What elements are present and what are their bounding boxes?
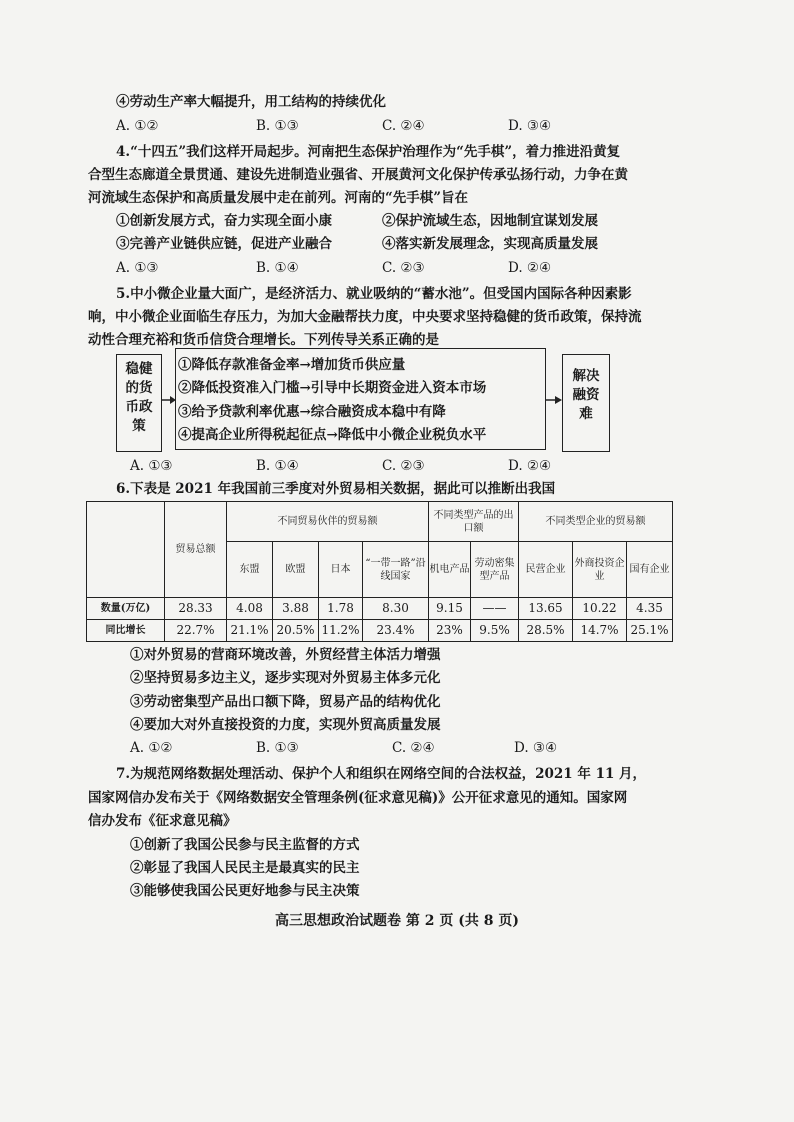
q5-stem-2: 响，中小微企业面临生存压力，为加大金融帮扶力度，中央要求坚持稳健的货币政策，保持流 <box>88 309 642 325</box>
table-cell: 9.5% <box>471 620 519 642</box>
q4-item-3: ③完善产业链供应链，促进产业融合 <box>116 236 332 252</box>
table-cell: 10.22 <box>573 598 627 620</box>
q4-stem-3: 河流域生态保护和高质量发展中走在前列。河南的“先手棋”旨在 <box>88 190 469 206</box>
table-row <box>87 598 673 620</box>
result-box <box>562 354 610 452</box>
table-cell: 22.7% <box>165 620 227 642</box>
option-b: B. ①④ <box>256 458 299 474</box>
table-cell: 14.7% <box>573 620 627 642</box>
q4-stem-2: 合型生态廊道全景贯通、建设先进制造业强省、开展黄河文化保护传承弘扬行动，力争在黄 <box>88 167 628 183</box>
sub-asean: 东盟 <box>227 542 273 598</box>
option-b: B. ①③ <box>256 740 299 756</box>
q7-item-3: ③能够使我国公民更好地参与民主决策 <box>130 883 360 899</box>
table-row <box>87 620 673 642</box>
q6-item-2: ②坚持贸易多边主义，逐步实现对外贸易主体多元化 <box>130 670 441 686</box>
arrow-right-icon <box>162 395 176 405</box>
row-label: 同比增长 <box>87 620 165 642</box>
table-cell: 21.1% <box>227 620 273 642</box>
table-cell: 11.2% <box>319 620 363 642</box>
q6-item-1: ①对外贸易的营商环境改善，外贸经营主体活力增强 <box>130 647 441 663</box>
trade-table <box>86 501 673 642</box>
row-label: 数量(万亿) <box>87 598 165 620</box>
option-c: C. ②④ <box>392 740 435 756</box>
table-cell: 1.78 <box>319 598 363 620</box>
header-trade-total: 贸易总额 <box>165 502 227 598</box>
table-corner <box>87 502 165 598</box>
q6-stem: 6.下表是 2021 年我国前三季度对外贸易相关数据，据此可以推断出我国 <box>116 481 556 497</box>
flow-item-2: ②降低投资准入门槛→引导中长期资金进入资本市场 <box>178 380 487 396</box>
sub-labor-intensive: 劳动密集型产品 <box>471 542 519 598</box>
sub-belt-road: “一带一路”沿线国家 <box>363 542 429 598</box>
table-cell: 4.08 <box>227 598 273 620</box>
sub-state: 国有企业 <box>627 542 673 598</box>
policy-box <box>116 354 162 452</box>
table-cell: 9.15 <box>429 598 471 620</box>
q4-item-1: ①创新发展方式，奋力实现全面小康 <box>116 213 332 229</box>
option-d: D. ②④ <box>508 260 552 276</box>
sub-private: 民营企业 <box>519 542 573 598</box>
flow-item-1: ①降低存款准备金率→增加货币供应量 <box>178 357 406 373</box>
sub-japan: 日本 <box>319 542 363 598</box>
policy-label: 稳健的货币政策 <box>125 361 153 434</box>
result-label: 解决融资难 <box>572 368 600 422</box>
page-footer: 高三思想政治试题卷 第 2 页 (共 8 页) <box>275 913 519 929</box>
table-cell: 23% <box>429 620 471 642</box>
q7-stem-3: 信办发布《征求意见稿》 <box>88 813 237 829</box>
q4-item-2: ②保护流域生态，因地制宜谋划发展 <box>382 213 598 229</box>
arrow-right-icon <box>546 395 562 405</box>
option-d: D. ③④ <box>514 740 558 756</box>
option-a: A. ①③ <box>116 260 159 276</box>
q4-item-4: ④落实新发展理念，实现高质量发展 <box>382 236 598 252</box>
option-b: B. ①④ <box>256 260 299 276</box>
q5-stem-3: 动性合理充裕和货币信贷合理增长。下列传导关系正确的是 <box>88 332 439 348</box>
flow-item-3: ③给予贷款利率优惠→综合融资成本稳中有降 <box>178 404 446 420</box>
table-cell: 4.35 <box>627 598 673 620</box>
table-cell: 28.5% <box>519 620 573 642</box>
q7-item-2: ②彰显了我国人民民主是最真实的民主 <box>130 860 360 876</box>
q6-item-4: ④要加大对外直接投资的力度，实现外贸高质量发展 <box>130 717 441 733</box>
table-cell: —— <box>471 598 519 620</box>
option-c: C. ②③ <box>382 260 425 276</box>
flow-item-4: ④提高企业所得税起征点→降低中小微企业税负水平 <box>178 427 487 443</box>
table-cell: 8.30 <box>363 598 429 620</box>
q5-stem-1: 5.中小微企业量大面广，是经济活力、就业吸纳的“蓄水池”。但受国内国际各种因素影 <box>116 286 632 302</box>
q7-stem-2: 国家网信办发布关于《网络数据安全管理条例(征求意见稿)》公开征求意见的通知。国家网 <box>88 790 628 806</box>
option-c: C. ②④ <box>382 118 425 134</box>
header-partners: 不同贸易伙伴的贸易额 <box>227 502 429 542</box>
table-cell: 3.88 <box>273 598 319 620</box>
table-cell: 25.1% <box>627 620 673 642</box>
q6-item-3: ③劳动密集型产品出口额下降，贸易产品的结构优化 <box>130 694 441 710</box>
q7-stem-1: 7.为规范网络数据处理活动、保护个人和组织在网络空间的合法权益，2021 年 11 月， <box>116 766 647 782</box>
option-a: A. ①② <box>116 118 159 134</box>
option-a: A. ①② <box>130 740 173 756</box>
option-d: D. ③④ <box>508 118 552 134</box>
option-c: C. ②③ <box>382 458 425 474</box>
sub-electromech: 机电产品 <box>429 542 471 598</box>
q3-item-4: ④劳动生产率大幅提升，用工结构的持续优化 <box>116 94 386 110</box>
option-d: D. ②④ <box>508 458 552 474</box>
table-cell: 23.4% <box>363 620 429 642</box>
header-products: 不同类型产品的出口额 <box>429 502 519 542</box>
q7-item-1: ①创新了我国公民参与民主监督的方式 <box>130 837 360 853</box>
q4-stem-1: 4.“十四五”我们这样开局起步。河南把生态保护治理作为“先手棋”，着力推进沿黄复 <box>116 144 621 160</box>
table-cell: 28.33 <box>165 598 227 620</box>
option-b: B. ①③ <box>256 118 299 134</box>
sub-foreign: 外商投资企业 <box>573 542 627 598</box>
table-cell: 13.65 <box>519 598 573 620</box>
table-cell: 20.5% <box>273 620 319 642</box>
option-a: A. ①③ <box>130 458 173 474</box>
sub-eu: 欧盟 <box>273 542 319 598</box>
header-enterprises: 不同类型企业的贸易额 <box>519 502 673 542</box>
